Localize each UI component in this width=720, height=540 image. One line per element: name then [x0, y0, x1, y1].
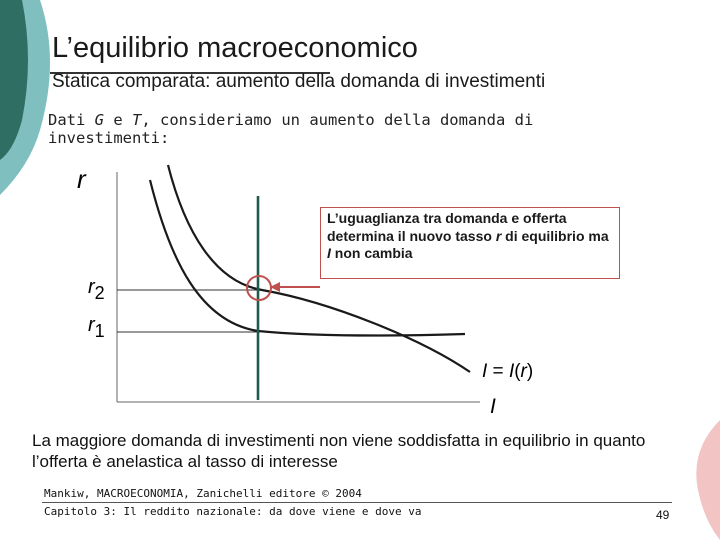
tick-r1-sub: 1	[94, 321, 105, 341]
footer-source: Mankiw, MACROECONOMIA, Zanichelli editore © 2004	[44, 487, 362, 500]
callout-part-r: r	[495, 227, 502, 244]
intro-part-g: G	[94, 111, 105, 129]
intro-part-t: T	[132, 111, 142, 129]
curve-label-paren: (	[514, 361, 521, 382]
callout-part-i: I	[327, 245, 331, 261]
callout-part: di equilibrio ma	[501, 227, 609, 244]
slide-subtitle: Statica comparata: aumento della domanda di investimenti	[52, 71, 546, 92]
conclusion-text: La maggiore domanda di investimenti non viene soddisfatta in equilibrio in quanto l’offerta è anelastica al tasso di interesse	[32, 431, 646, 471]
intro-part: , consideriamo un aumento della domanda di investimenti:	[48, 111, 534, 147]
curve-label-paren-close: )	[526, 361, 534, 382]
intro-part: Dati	[48, 111, 95, 129]
tick-r1-base: r	[88, 314, 95, 336]
footer-chapter: Capitolo 3: Il reddito nazionale: da dove viene e dove va	[44, 505, 422, 518]
tick-r2	[88, 276, 105, 303]
tick-r1	[88, 314, 105, 341]
tick-r2-base: r	[88, 276, 95, 298]
slide-title: L’equilibrio macroeconomico	[52, 32, 418, 64]
page-number: 49	[656, 508, 670, 522]
curve-label-func: I	[508, 361, 515, 382]
x-axis-label: I	[490, 395, 496, 418]
callout-part: L’uguaglianza tra domanda e offerta determina il nuovo tasso	[327, 210, 567, 244]
callout-part: non cambia	[330, 245, 413, 261]
footer-rule	[42, 502, 672, 503]
curve-label	[482, 361, 533, 382]
callout-box	[320, 207, 620, 279]
y-axis-label: r	[77, 164, 86, 194]
intro-part: e	[104, 111, 133, 129]
curve-label-eq: =	[487, 361, 509, 382]
curve-label-lhs: I	[482, 361, 488, 382]
tick-r2-sub: 2	[94, 283, 105, 303]
curve-label-arg: r	[520, 361, 527, 382]
